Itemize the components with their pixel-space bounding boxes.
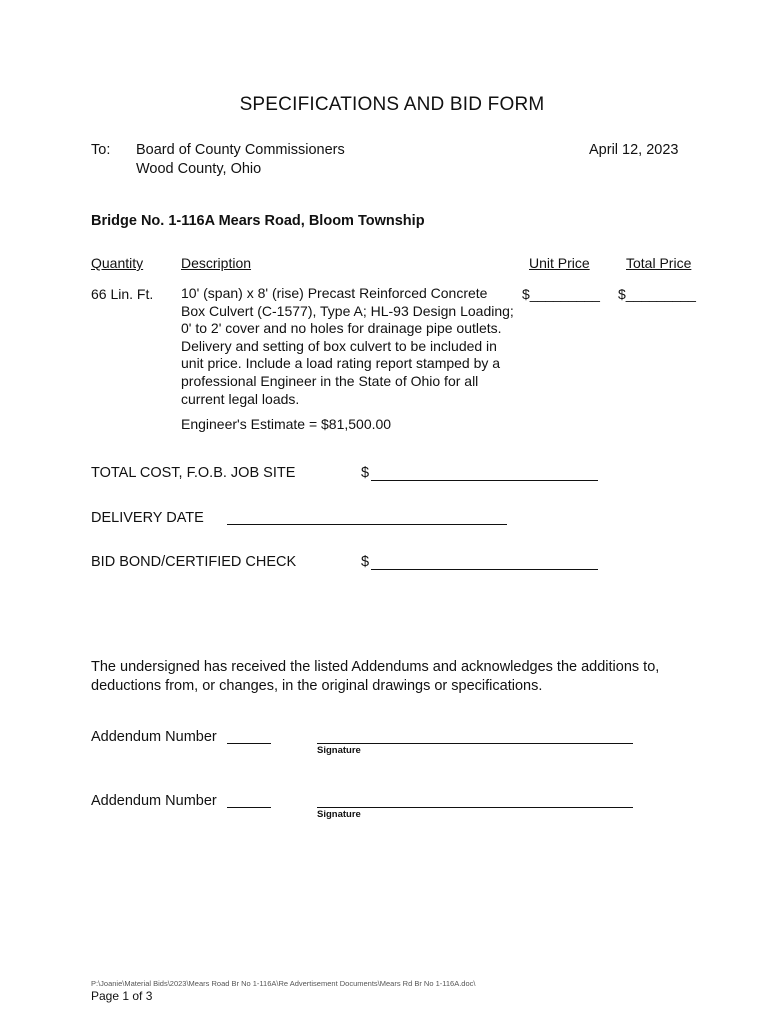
bid-bond-field[interactable] xyxy=(371,569,598,570)
delivery-date-field[interactable] xyxy=(227,524,507,525)
row-quantity: 66 Lin. Ft. xyxy=(91,286,154,302)
description-line: 0' to 2' cover and no holes for drainage pipe outlets. xyxy=(181,320,502,337)
description-line: 10' (span) x 8' (rise) Precast Reinforced Concrete xyxy=(181,285,488,301)
total-cost-dollar: $ xyxy=(361,465,370,481)
column-header-description: Description xyxy=(181,255,252,271)
description-line: professional Engineer in the State of Ohio for all xyxy=(181,372,479,389)
signature-field[interactable] xyxy=(317,807,633,808)
addendum-number-field[interactable] xyxy=(227,807,271,808)
recipient-line-1: Board of County Commissioners xyxy=(136,142,345,158)
unit-price-field[interactable]: $_________ xyxy=(522,286,600,302)
description-line: Delivery and setting of box culvert to be included in xyxy=(181,337,497,354)
page-number: Page 1 of 3 xyxy=(91,989,153,1003)
signature-label: Signature xyxy=(317,745,361,756)
addenda-statement-line-2: deductions from, or changes, in the original drawings or specifications. xyxy=(91,678,543,694)
addendum-number-field[interactable] xyxy=(227,743,271,744)
engineers-estimate: Engineer's Estimate = $81,500.00 xyxy=(181,416,392,432)
page-title: SPECIFICATIONS AND BID FORM xyxy=(239,94,545,115)
signature-field[interactable] xyxy=(317,743,633,744)
to-label: To: xyxy=(91,142,111,158)
total-cost-label: TOTAL COST, F.O.B. JOB SITE xyxy=(91,465,296,481)
signature-label: Signature xyxy=(317,809,361,820)
document-date: April 12, 2023 xyxy=(589,142,679,158)
total-price-field[interactable]: $_________ xyxy=(618,286,696,302)
row-description xyxy=(181,285,521,408)
bid-bond-label: BID BOND/CERTIFIED CHECK xyxy=(91,554,297,570)
column-header-total-price: Total Price xyxy=(626,255,692,271)
description-line: Box Culvert (C-1577), Type A; HL-93 Design Loading; xyxy=(181,302,514,319)
addendum-number-label: Addendum Number xyxy=(91,793,217,809)
description-line: current legal loads. xyxy=(181,390,300,407)
footer-file-path: P:\Joanie\Material Bids\2023\Mears Road Br No 1-116A\Re Advertisement Documents\Mears Rd Br No 1-116A.doc\ xyxy=(91,979,476,988)
bid-bond-dollar: $ xyxy=(361,554,370,570)
delivery-date-label: DELIVERY DATE xyxy=(91,510,204,526)
total-cost-field[interactable] xyxy=(371,480,598,481)
column-header-unit-price: Unit Price xyxy=(529,255,590,271)
column-header-quantity: Quantity xyxy=(91,255,144,271)
addenda-statement-line-1: The undersigned has received the listed Addendums and acknowledges the additions to, xyxy=(91,659,660,675)
addendum-number-label: Addendum Number xyxy=(91,729,217,745)
recipient-line-2: Wood County, Ohio xyxy=(136,161,262,177)
description-line: unit price. Include a load rating report stamped by a xyxy=(181,355,501,372)
bridge-title: Bridge No. 1-116A Mears Road, Bloom Township xyxy=(91,213,425,229)
